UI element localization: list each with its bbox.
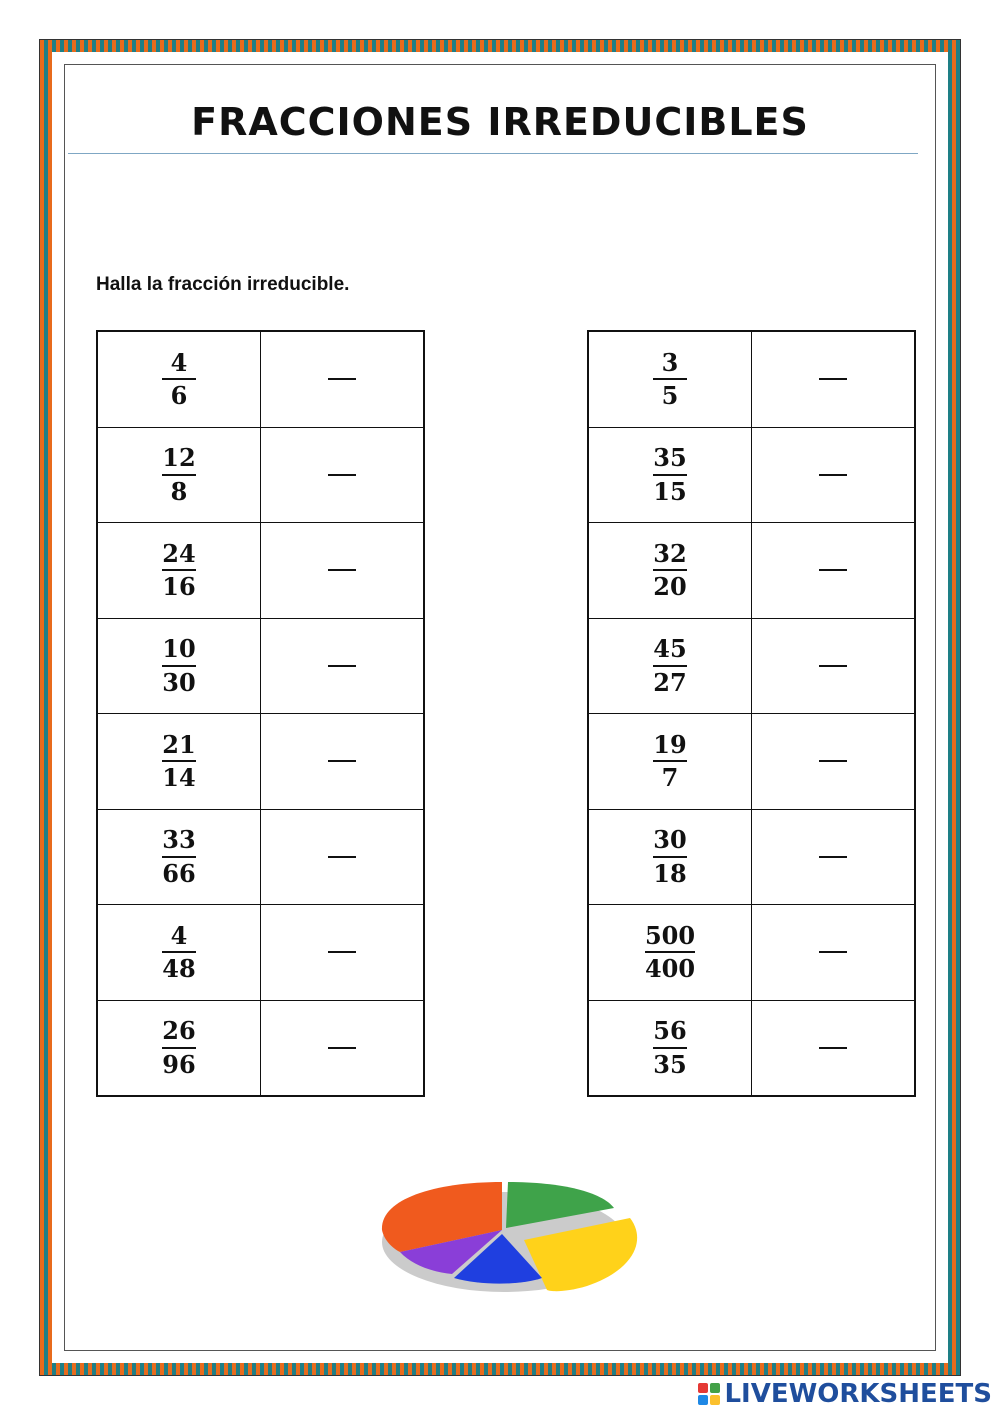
right-fraction-table (587, 330, 916, 1097)
answer-cell[interactable] (752, 714, 916, 810)
table-row (97, 331, 424, 427)
answer-cell[interactable] (261, 331, 425, 427)
numerator: 35 (653, 443, 687, 473)
denominator: 35 (653, 1049, 687, 1079)
answer-cell[interactable] (261, 905, 425, 1001)
numerator: 24 (162, 538, 196, 568)
answer-cell[interactable] (261, 427, 425, 523)
fraction-cell (97, 427, 261, 523)
denominator: 7 (661, 763, 679, 793)
table-row (588, 1000, 915, 1096)
fraction-cell (588, 523, 752, 619)
fraction-cell (588, 905, 752, 1001)
numerator: 21 (162, 729, 196, 759)
denominator: 14 (162, 763, 196, 793)
answer-cell[interactable] (752, 427, 916, 523)
instruction-text: Halla la fracción irreducible. (96, 274, 350, 295)
answer-cell[interactable] (261, 714, 425, 810)
table-row (588, 905, 915, 1001)
numerator: 4 (170, 920, 188, 950)
fraction (162, 540, 196, 601)
fraction (653, 826, 687, 887)
answer-blank[interactable] (328, 951, 356, 953)
fraction (162, 826, 196, 887)
numerator: 30 (653, 825, 687, 855)
answer-cell[interactable] (752, 809, 916, 905)
answer-blank[interactable] (328, 569, 356, 571)
fraction-bar (162, 856, 196, 858)
fraction-cell (97, 809, 261, 905)
fraction (653, 1017, 687, 1078)
fraction-bar (653, 1047, 687, 1049)
fraction-bar (162, 951, 196, 953)
table-row (97, 1000, 424, 1096)
answer-cell[interactable] (752, 618, 916, 714)
fraction-cell (97, 1000, 261, 1096)
denominator: 16 (162, 572, 196, 602)
fraction (653, 349, 687, 410)
table-row (588, 714, 915, 810)
answer-blank[interactable] (819, 951, 847, 953)
table-row (588, 809, 915, 905)
answer-blank[interactable] (328, 856, 356, 858)
fraction-bar (653, 378, 687, 380)
table-row (588, 523, 915, 619)
fraction-bar (162, 569, 196, 571)
numerator: 33 (162, 825, 196, 855)
fraction (162, 731, 196, 792)
denominator: 48 (162, 954, 196, 984)
answer-blank[interactable] (819, 378, 847, 380)
fraction (653, 635, 687, 696)
answer-blank[interactable] (328, 665, 356, 667)
numerator: 19 (653, 729, 687, 759)
numerator: 3 (661, 347, 679, 377)
fraction-cell (588, 427, 752, 523)
table-row (588, 618, 915, 714)
fraction-bar (162, 378, 196, 380)
numerator: 45 (653, 634, 687, 664)
denominator: 8 (170, 476, 188, 506)
fraction (162, 922, 196, 983)
fraction (653, 731, 687, 792)
numerator: 12 (162, 443, 196, 473)
fraction-bar (653, 760, 687, 762)
liveworksheets-brand (698, 1379, 992, 1409)
answer-blank[interactable] (328, 474, 356, 476)
fraction (645, 922, 695, 983)
fraction-cell (588, 618, 752, 714)
table-row (97, 714, 424, 810)
fraction-cell (97, 905, 261, 1001)
table-row (97, 523, 424, 619)
fraction-bar (162, 1047, 196, 1049)
answer-blank[interactable] (328, 1047, 356, 1049)
left-fraction-table (96, 330, 425, 1097)
answer-blank[interactable] (819, 760, 847, 762)
fraction (162, 444, 196, 505)
fraction-cell (588, 331, 752, 427)
denominator: 66 (162, 858, 196, 888)
denominator: 15 (653, 476, 687, 506)
fraction (162, 635, 196, 696)
answer-cell[interactable] (261, 809, 425, 905)
numerator: 56 (653, 1016, 687, 1046)
fraction (162, 349, 196, 410)
answer-cell[interactable] (261, 618, 425, 714)
answer-blank[interactable] (328, 760, 356, 762)
answer-cell[interactable] (752, 331, 916, 427)
answer-blank[interactable] (819, 474, 847, 476)
denominator: 27 (653, 667, 687, 697)
answer-blank[interactable] (819, 856, 847, 858)
denominator: 30 (162, 667, 196, 697)
answer-blank[interactable] (819, 1047, 847, 1049)
denominator: 20 (653, 572, 687, 602)
numerator: 26 (162, 1016, 196, 1046)
fraction-cell (97, 331, 261, 427)
fraction-bar (162, 760, 196, 762)
numerator: 4 (170, 347, 188, 377)
fraction-cell (588, 714, 752, 810)
title-underline (68, 153, 918, 154)
fraction-cell (588, 1000, 752, 1096)
answer-blank[interactable] (328, 378, 356, 380)
fraction-pie-image (372, 1170, 652, 1300)
answer-cell[interactable] (261, 1000, 425, 1096)
table-row (97, 809, 424, 905)
fraction-bar (653, 474, 687, 476)
denominator: 6 (170, 381, 188, 411)
table-row (97, 618, 424, 714)
answer-cell[interactable] (752, 1000, 916, 1096)
fraction-bar (653, 856, 687, 858)
answer-blank[interactable] (819, 569, 847, 571)
numerator: 500 (644, 920, 696, 950)
answer-cell[interactable] (752, 523, 916, 619)
fraction (653, 540, 687, 601)
table-row (588, 427, 915, 523)
worksheet-title: FRACCIONES IRREDUCIBLES (191, 100, 809, 144)
denominator: 400 (644, 954, 696, 984)
fraction-bar (645, 951, 695, 953)
fraction (162, 1017, 196, 1078)
fraction-bar (653, 665, 687, 667)
denominator: 18 (653, 858, 687, 888)
table-row (588, 331, 915, 427)
fraction (653, 444, 687, 505)
fraction-cell (97, 714, 261, 810)
numerator: 32 (653, 538, 687, 568)
brand-name: LIVEWORKSHEETS (724, 1379, 992, 1409)
fraction-bar (162, 474, 196, 476)
liveworksheets-logo-icon (698, 1383, 720, 1405)
fraction-cell (588, 809, 752, 905)
denominator: 5 (661, 381, 679, 411)
fraction-cell (97, 618, 261, 714)
answer-cell[interactable] (752, 905, 916, 1001)
table-row (97, 905, 424, 1001)
fraction-bar (162, 665, 196, 667)
fraction-bar (653, 569, 687, 571)
fraction-cell (97, 523, 261, 619)
table-row (97, 427, 424, 523)
numerator: 10 (162, 634, 196, 664)
answer-cell[interactable] (261, 523, 425, 619)
answer-blank[interactable] (819, 665, 847, 667)
denominator: 96 (162, 1049, 196, 1079)
